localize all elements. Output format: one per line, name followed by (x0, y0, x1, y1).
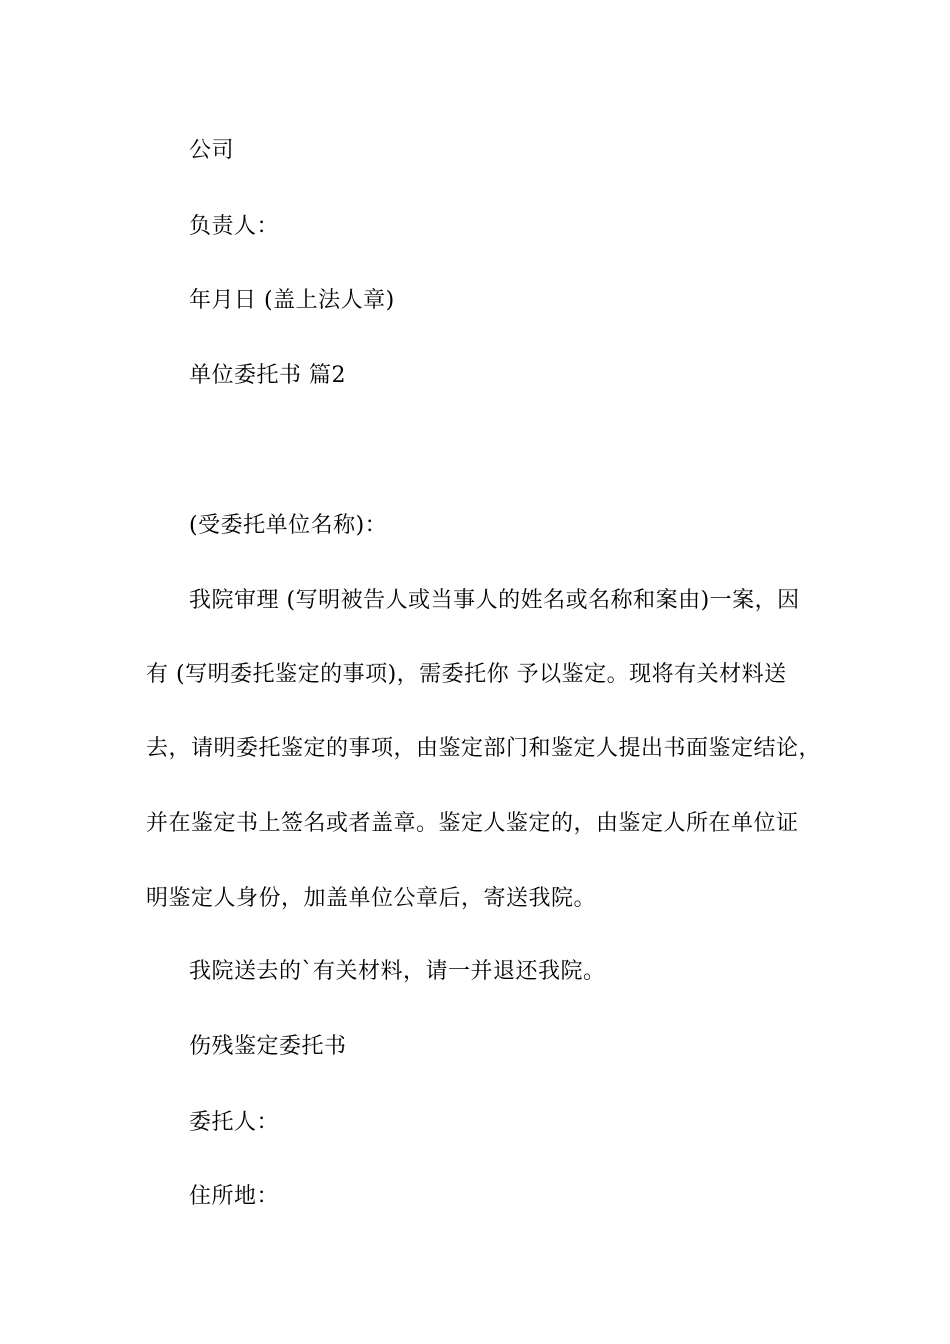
body-paragraph-line: 明鉴定人身份，加盖单位公章后，寄送我院。 (146, 886, 597, 911)
body-paragraph-line: 有 (写明委托鉴定的事项)，需委托你 予以鉴定。现将有关材料送 (146, 662, 787, 687)
company-line: 公司 (189, 138, 235, 163)
date-seal-line: 年月日 (盖上法人章) (189, 288, 395, 313)
body-paragraph-line: 去，请明委托鉴定的事项，由鉴定部门和鉴定人提出书面鉴定结论， (146, 736, 822, 761)
document-title-line: 伤残鉴定委托书 (189, 1034, 347, 1059)
return-materials-line: 我院送去的`有关材料，请一并退还我院。 (189, 959, 606, 984)
addressee-line: (受委托单位名称)： (189, 513, 388, 538)
body-paragraph-line: 我院审理 (写明被告人或当事人的姓名或名称和案由)一案，因 (189, 588, 800, 613)
section-heading: 单位委托书 篇2 (189, 363, 346, 388)
address-line: 住所地： (189, 1184, 280, 1209)
principal-line: 委托人： (189, 1110, 280, 1135)
person-in-charge-line: 负责人： (189, 214, 280, 239)
body-paragraph-line: 并在鉴定书上签名或者盖章。鉴定人鉴定的，由鉴定人所在单位证 (146, 811, 799, 836)
